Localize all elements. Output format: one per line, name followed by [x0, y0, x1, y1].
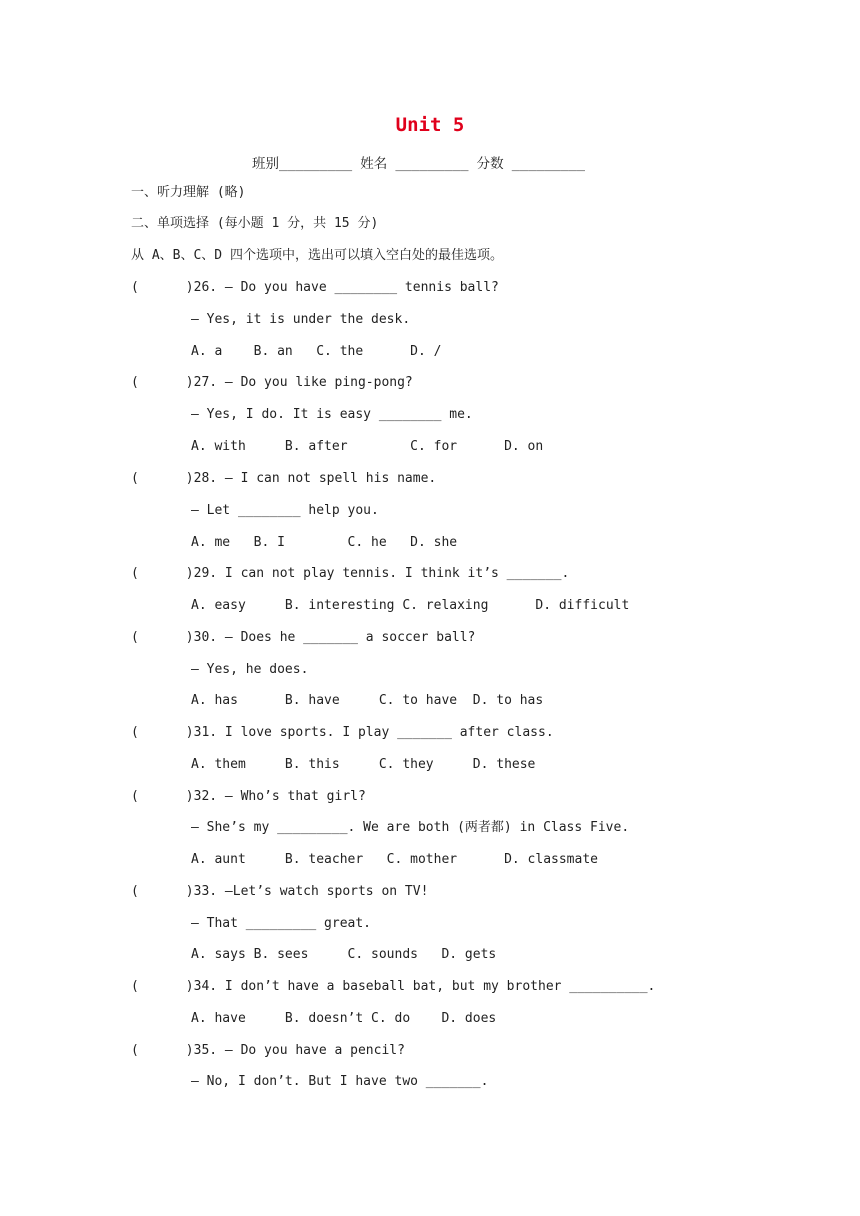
question-33-options: A. says B. sees C. sounds D. gets: [191, 947, 497, 962]
question-34-options: A. have B. doesn’t C. do D. does: [191, 1011, 497, 1026]
question-32-reply: — She’s my _________. We are both (两者都) in Class Five.: [191, 820, 630, 835]
question-35-reply: — No, I don’t. But I have two _______.: [191, 1074, 489, 1089]
question-26-stem: ( )26. — Do you have ________ tennis ball?: [131, 280, 499, 295]
question-28-stem: ( )28. — I can not spell his name.: [131, 471, 437, 486]
question-31-stem: ( )31. I love sports. I play _______ after class.: [131, 725, 554, 740]
question-33-stem: ( )33. —Let’s watch sports on TV!: [131, 884, 429, 899]
question-32-stem: ( )32. — Who’s that girl?: [131, 789, 366, 804]
question-28-options: A. me B. I C. he D. she: [191, 535, 458, 550]
section-single-choice: 二、单项选择 (每小题 1 分，共 15 分): [131, 216, 379, 231]
question-34-stem: ( )34. I don’t have a baseball bat, but my brother __________.: [131, 979, 656, 994]
question-30-options: A. has B. have C. to have D. to has: [191, 693, 544, 708]
question-28-reply: — Let ________ help you.: [191, 503, 379, 518]
question-29-options: A. easy B. interesting C. relaxing D. difficult: [191, 598, 630, 613]
question-27-reply: — Yes, I do. It is easy ________ me.: [191, 407, 473, 422]
question-33-reply: — That _________ great.: [191, 916, 372, 931]
question-26-reply: — Yes, it is under the desk.: [191, 312, 411, 327]
question-29-stem: ( )29. I can not play tennis. I think it’s _______.: [131, 566, 570, 581]
question-27-stem: ( )27. — Do you like ping-pong?: [131, 375, 413, 390]
question-30-reply: — Yes, he does.: [191, 662, 309, 677]
section-listening: 一、听力理解 (略): [131, 185, 246, 200]
question-31-options: A. them B. this C. they D. these: [191, 757, 536, 772]
question-35-stem: ( )35. — Do you have a pencil?: [131, 1043, 405, 1058]
question-30-stem: ( )30. — Does he _______ a soccer ball?: [131, 630, 476, 645]
question-27-options: A. with B. after C. for D. on: [191, 439, 544, 454]
question-32-options: A. aunt B. teacher C. mother D. classmate: [191, 852, 598, 867]
student-info-line: 班别_________ 姓名 _________ 分数 _________: [252, 156, 585, 172]
question-26-options: A. a B. an C. the D. /: [191, 344, 442, 359]
instruction: 从 A、B、C、D 四个选项中，选出可以填入空白处的最佳选项。: [131, 248, 503, 263]
page-title: Unit 5: [395, 114, 465, 136]
